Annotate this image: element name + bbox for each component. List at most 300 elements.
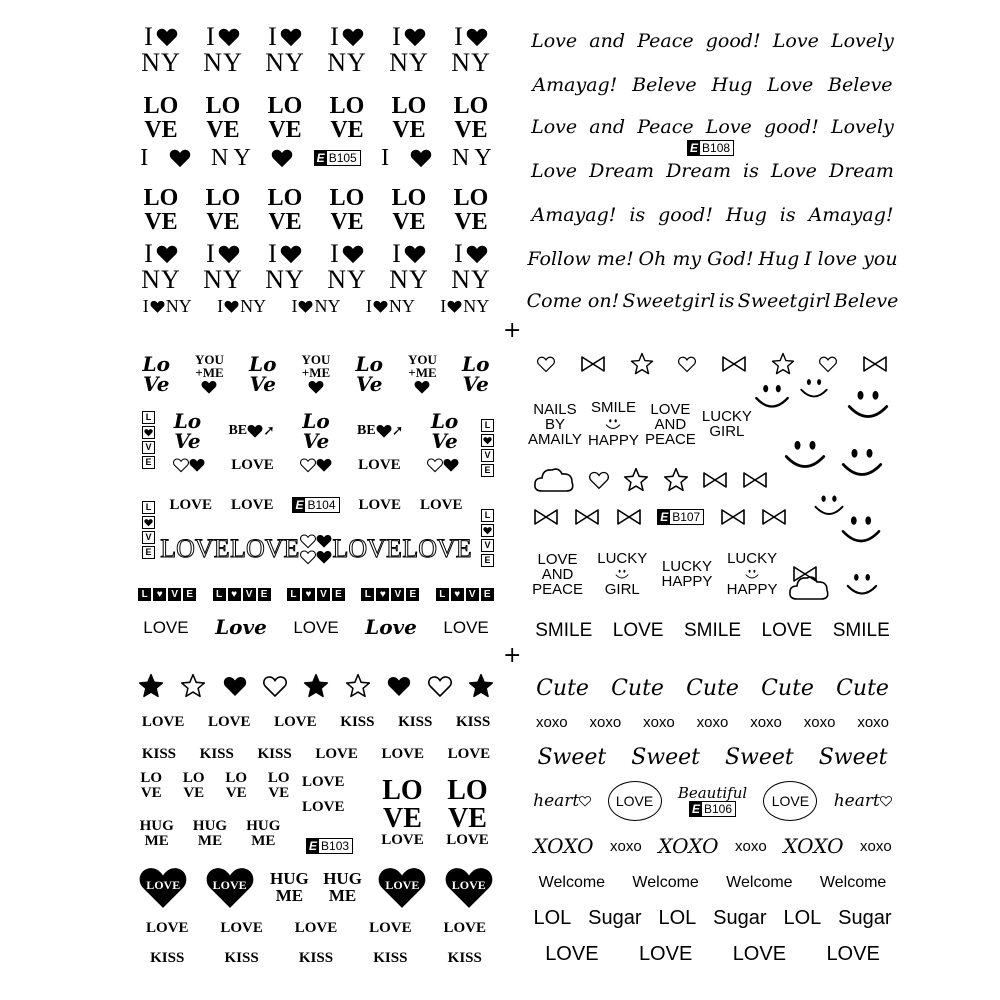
love-lo-text: Lo: [249, 352, 277, 376]
heart-icon: [150, 299, 165, 314]
ny-text: NY: [463, 296, 490, 316]
star-icon: [771, 352, 795, 376]
love-text: LOVE: [826, 943, 880, 965]
b104-row-6: [130, 583, 502, 605]
love-row-1: [130, 87, 502, 149]
smiley-icon: [780, 429, 830, 479]
letter-box: V: [142, 531, 155, 544]
love-text: LOVE: [443, 617, 489, 637]
i-heart-ny-sticker: [389, 24, 429, 76]
script-word: Follow me!: [527, 247, 634, 270]
ny-text: NY: [451, 48, 491, 77]
smiley-icon: [837, 505, 885, 553]
star-icon: [663, 467, 689, 493]
love-stack-sticker: [144, 186, 179, 234]
iny-line-row: [130, 143, 502, 173]
vbox-right-1: [481, 413, 494, 478]
heart-icon: [173, 457, 189, 473]
heart-icon: [201, 379, 217, 395]
love-bottom-text: VE: [330, 117, 364, 143]
smiley-icon: [604, 415, 622, 433]
letter-box: E: [183, 588, 196, 601]
heart-icon: [156, 26, 178, 48]
letter-box: E: [258, 588, 271, 601]
love-ve-text: Ve: [143, 372, 170, 396]
love-script-stack: [143, 354, 170, 394]
script-word: Come on!: [526, 289, 620, 312]
b103-row-3: [130, 741, 502, 767]
love-bottom-text: VE: [206, 209, 240, 235]
xoxo-caps-text: XOXO: [533, 834, 594, 858]
love-text: LOVE: [145, 919, 189, 936]
lol-text: LOL: [533, 907, 572, 929]
sheet-code-label: E B103: [306, 838, 353, 854]
love-text: LOVE: [141, 713, 185, 730]
sugar-text: Sugar: [588, 907, 642, 929]
b104-row-2: [160, 407, 472, 455]
sticker-sheet-b106: [525, 665, 900, 975]
heart-icon: [428, 674, 452, 698]
letter-i: I: [392, 22, 401, 51]
love-lo-text: Lo: [355, 352, 383, 376]
kiss-text: KISS: [199, 745, 234, 762]
love-top-text: LO: [143, 185, 179, 211]
heart-icon: [218, 26, 240, 48]
letter-box: L: [481, 509, 494, 522]
heart-icon: [300, 457, 316, 473]
text-stack: [323, 870, 362, 904]
love-ve-text: Ve: [249, 372, 276, 396]
letter-box: V: [391, 588, 404, 601]
b106-row-3: [525, 741, 900, 775]
and-text: AND: [654, 415, 687, 433]
love-text: LOVE: [231, 456, 274, 473]
brand-mark-icon: E: [690, 141, 699, 155]
vbox-right-2: [481, 503, 494, 568]
two-hearts-icon: [173, 457, 205, 473]
love-speech-bubble: [608, 781, 662, 821]
heart-icon: [589, 470, 609, 490]
love-text: LOVE: [302, 799, 345, 815]
heart-icon: [263, 674, 287, 698]
love-box-row: [137, 588, 197, 601]
script-word: Love: [772, 29, 819, 52]
i-heart-ny-sticker: [141, 24, 181, 76]
heart-icon: [342, 243, 364, 265]
letter-i: I: [454, 22, 463, 51]
love-lo-text: Lo: [302, 409, 330, 433]
love-vertical-boxes: [142, 500, 155, 560]
heart-icon: [280, 243, 302, 265]
script-word: Beleve: [828, 73, 893, 96]
xoxo-caps-text: XOXO: [783, 834, 844, 858]
two-hearts-icon: [300, 457, 332, 473]
letter-box: E: [142, 546, 155, 559]
love-column: [302, 771, 362, 815]
heart-icon: [466, 243, 488, 265]
ny-text: NY: [451, 265, 491, 294]
smiley-icon: [614, 566, 630, 582]
love-bottom-text: VE: [144, 209, 178, 235]
kiss-text: KISS: [141, 745, 177, 762]
heart-icon: [300, 533, 316, 549]
b103-row-2: [130, 711, 502, 733]
love-bottom-text: VE: [330, 209, 364, 235]
b103-row-1: [130, 671, 502, 701]
love-script-stack: [302, 411, 329, 451]
kiss-text: KISS: [373, 949, 408, 966]
xoxo-text: xoxo: [857, 713, 889, 731]
love-top-text: LO: [267, 185, 303, 211]
love-top-text: LO: [205, 185, 241, 211]
love-script-stack: [249, 354, 276, 394]
heart-icon: [537, 355, 555, 373]
letter-i: I: [392, 239, 401, 268]
i-heart-ny-sticker: [265, 24, 305, 76]
iny-row-1: [130, 20, 502, 80]
brand-mark-icon: E: [295, 498, 304, 512]
love-top-text: LO: [205, 93, 241, 119]
code-holder: [687, 137, 734, 156]
letter-box: L: [142, 411, 155, 424]
you-plus-me-sticker: [408, 353, 437, 395]
bow-icon: [580, 355, 606, 373]
heart-icon: [224, 299, 239, 314]
b104-row-5: [160, 527, 472, 571]
script-word: Amayag!: [808, 203, 894, 226]
b104-row-4: [160, 493, 472, 517]
lo-text: LO: [225, 770, 248, 786]
amaily-text: AMAILY: [528, 430, 582, 448]
ny-text: NY: [141, 48, 181, 77]
text-stack: [528, 402, 582, 447]
heart-box: ♥: [376, 588, 389, 601]
ny-text: NY: [389, 48, 429, 77]
b106-row-7: [525, 903, 900, 933]
brand-mark-icon: E: [691, 801, 700, 816]
be-text: BE: [357, 423, 376, 438]
smiley-holder: [797, 371, 831, 409]
script-word: Oh my God!: [638, 247, 754, 270]
smiley-holder: [780, 429, 830, 483]
arrow-icon: ➚: [391, 423, 404, 439]
letter-box: V: [481, 539, 494, 552]
smiley-holder: [837, 437, 887, 491]
love-top-text: LO: [453, 93, 489, 119]
heart-icon: [404, 26, 426, 48]
love-text: LOVE: [302, 774, 345, 790]
bow-icon: [862, 355, 888, 373]
love-text: LOVE: [358, 456, 401, 473]
heart-icon: [579, 795, 591, 807]
love-bottom-text: VE: [392, 117, 426, 143]
letter-i: I: [217, 296, 224, 316]
love-text: LOVE: [207, 713, 251, 730]
and-text: AND: [541, 565, 574, 583]
me-text: ME: [275, 886, 304, 905]
letter-i: I: [140, 145, 149, 171]
letter-i: I: [291, 296, 298, 316]
sweet-text: Sweet: [724, 745, 794, 770]
heart-icon: [466, 26, 488, 48]
heart-text: heart: [533, 790, 580, 811]
b104-row-7: [130, 613, 502, 641]
lo-text: LO: [447, 775, 488, 806]
ve-text: VE: [140, 785, 162, 801]
smiley-holder: [843, 379, 893, 433]
letter-box: V: [243, 588, 256, 601]
letter-box: V: [168, 588, 181, 601]
me-text: ME: [328, 886, 357, 905]
peace-text: PEACE: [644, 430, 696, 448]
love-stack-sticker: [144, 94, 179, 142]
sheet-code-label: E B105: [314, 150, 361, 166]
love-text: LOVE: [612, 619, 664, 641]
love-ve-text: Ve: [462, 372, 489, 396]
lol-text: LOL: [783, 907, 822, 929]
xoxo-text: xoxo: [696, 713, 729, 731]
welcome-text: Welcome: [726, 874, 793, 891]
b103-row-4a: [130, 771, 300, 811]
heart-box: ♥: [153, 588, 166, 601]
love-text: LOVE: [315, 745, 358, 762]
lo-text: LO: [140, 770, 163, 786]
heart-icon: [189, 457, 205, 473]
smile-text: SMILE: [683, 619, 742, 641]
letter-box: L: [287, 588, 300, 601]
me-text: ME: [251, 833, 276, 849]
script-line: [525, 153, 900, 189]
bubble-text: LOVE: [615, 793, 654, 809]
ny-text: NY: [165, 296, 192, 316]
love-bottom-text: VE: [454, 209, 488, 235]
love-text: LOVE: [638, 943, 693, 965]
script-word: Lovely: [831, 115, 894, 138]
ve-text: VE: [448, 803, 487, 834]
xoxo-text: xoxo: [860, 837, 892, 855]
heart-box: [481, 434, 494, 447]
script-word: Hug: [711, 73, 753, 96]
heart-box: ♥: [302, 588, 315, 601]
heart-icon: [342, 26, 364, 48]
heart-icon: [376, 423, 392, 439]
hug-text: HUG: [139, 818, 174, 834]
letter-box: L: [213, 588, 226, 601]
b103-row-6: [130, 861, 502, 913]
letter-i: I: [454, 239, 463, 268]
love-text: LOVE: [369, 919, 412, 936]
b106-row-1: [525, 673, 900, 705]
letter-box: E: [481, 464, 494, 477]
ny-text: NY: [314, 296, 341, 316]
heart-icon: [447, 299, 462, 314]
b103-row-5: [130, 819, 290, 859]
you-text: YOU: [408, 352, 437, 367]
star-icon: [623, 467, 649, 493]
sweet-text: Sweet: [818, 745, 888, 770]
two-hearts-icon: [427, 457, 459, 473]
letter-i: I: [440, 296, 447, 316]
love-text: LOVE: [143, 617, 189, 637]
script-word: is: [718, 289, 735, 312]
heart-icon: [404, 243, 426, 265]
love-text: LOVE: [537, 550, 578, 568]
smiley-icon: [837, 437, 887, 487]
love-script-stack: [174, 411, 201, 451]
heart-icon: [414, 379, 430, 395]
hearts-stack: [300, 533, 332, 565]
i-heart-ny-sticker: [327, 24, 367, 76]
b107-row-1: [525, 349, 900, 379]
ny-text: N Y: [211, 145, 251, 171]
xoxo-caps-text: XOXO: [658, 834, 719, 858]
beautiful-stack: [677, 783, 748, 817]
love-stack-sticker: [330, 94, 365, 142]
xoxo-text: xoxo: [589, 713, 622, 731]
heart-icon: [169, 147, 191, 169]
xoxo-text: xoxo: [750, 713, 782, 731]
star-icon: [303, 673, 329, 699]
xoxo-text: xoxo: [610, 837, 642, 855]
love-text: LOVE: [545, 943, 599, 965]
be-text: BE: [228, 423, 248, 438]
letter-box: E: [481, 554, 494, 567]
script-word: good!: [658, 203, 713, 226]
text-stack: [727, 551, 778, 597]
heart-icon: [678, 355, 696, 373]
peace-text: PEACE: [532, 580, 583, 598]
cute-text: Cute: [761, 676, 814, 701]
smiley-holder: [751, 375, 793, 421]
love-bottom-text: VE: [392, 209, 426, 235]
letter-i: I: [144, 22, 153, 51]
love-script-text: Love: [215, 615, 267, 639]
script-word: Love: [705, 115, 752, 138]
text-stack: [270, 870, 309, 904]
script-word: Amayag!: [532, 73, 618, 96]
lo-text: LO: [182, 770, 205, 786]
big-love-text: LOVE: [230, 534, 300, 563]
smiley-icon: [744, 566, 760, 582]
script-word: Love: [767, 73, 814, 96]
love-top-text: LO: [329, 185, 365, 211]
vbox-left-2: [142, 495, 155, 560]
heart-icon: [880, 795, 892, 807]
big-love-pair: [370, 777, 500, 848]
script-word: and: [589, 115, 626, 138]
love-text: LOVE: [761, 619, 813, 641]
kiss-text: KISS: [398, 713, 433, 730]
ny-text: NY: [265, 48, 305, 77]
big-love-outline: [160, 536, 229, 562]
smiley-icon: [843, 379, 893, 429]
by-text: BY: [544, 415, 565, 433]
sticker-sheet-b107: [525, 345, 900, 645]
lucky-text: LUCKY: [727, 550, 778, 567]
i-heart-ny-sticker: [203, 241, 243, 293]
sheet-code-label: E B106: [689, 801, 736, 817]
text-stack: [597, 551, 647, 597]
i-heart-ny-sticker: [265, 241, 305, 293]
script-line: [525, 23, 900, 59]
heart-box: [481, 524, 494, 537]
heart-icon: [483, 436, 492, 445]
ny-text: NY: [265, 265, 305, 294]
love-box-row: [435, 588, 495, 601]
you-text: YOU: [195, 352, 224, 367]
b103-row-7: [130, 917, 502, 939]
kiss-text: KISS: [455, 713, 491, 730]
love-lo-text: Lo: [142, 352, 170, 376]
letter-box: L: [361, 588, 374, 601]
badge-text: LOVE: [451, 877, 486, 892]
i-heart-ny-sticker: [203, 24, 243, 76]
script-word: Beleve: [632, 73, 697, 96]
bow-icon: [761, 508, 787, 526]
heart-word-sticker: [533, 790, 591, 811]
text-stack: [268, 771, 290, 811]
love-text: LOVE: [169, 496, 212, 513]
smiley-holder: [843, 565, 881, 607]
script-word: Beleve: [833, 289, 899, 312]
love-text: LOVE: [443, 919, 487, 936]
ve-text: VE: [183, 785, 205, 801]
letter-i: I: [330, 239, 339, 268]
brand-mark-icon: E: [660, 510, 669, 524]
kiss-text: KISS: [447, 949, 482, 966]
kiss-text: KISS: [224, 949, 259, 966]
smile-text: SMILE: [535, 619, 593, 641]
text-stack: [183, 771, 205, 811]
b106-row-6: [525, 869, 900, 897]
welcome-text: Welcome: [632, 874, 699, 891]
i-heart-ny-sticker: [451, 24, 491, 76]
letter-box: E: [406, 588, 419, 601]
heart-icon: [443, 457, 459, 473]
b106-row-8: [525, 939, 900, 969]
hug-text: HUG: [323, 869, 362, 888]
lucky-text: LUCKY: [661, 558, 712, 575]
love-bottom-text: VE: [144, 117, 178, 143]
love-text: LOVE: [358, 496, 401, 513]
smile-text: SMILE: [590, 399, 636, 416]
star-icon: [180, 673, 206, 699]
i-heart-ny-sticker: [451, 241, 491, 293]
you-plus-me-sticker: [195, 353, 224, 395]
script-word: Hug: [725, 203, 767, 226]
smiley-icon: [843, 565, 881, 603]
love-stack-sticker: [206, 94, 241, 142]
ve-text: VE: [268, 785, 290, 801]
crosshair-icon: +: [503, 643, 522, 668]
big-love-outline: [333, 536, 402, 562]
letter-box: L: [138, 588, 151, 601]
brand-mark-icon: E: [316, 151, 325, 165]
bow-icon: [720, 508, 746, 526]
script-word: is: [779, 203, 796, 226]
text-stack: [702, 409, 752, 439]
you-text: YOU: [301, 352, 331, 367]
script-word: good!: [763, 115, 819, 138]
love-script-stack: [431, 411, 458, 451]
xoxo-text: xoxo: [643, 713, 675, 731]
script-line: [525, 197, 900, 233]
letter-i: I: [268, 239, 277, 268]
heart-icon: [156, 243, 178, 265]
love-text: LOVE: [293, 617, 339, 637]
script-line: [525, 67, 900, 103]
b107-row-5: [525, 541, 825, 607]
